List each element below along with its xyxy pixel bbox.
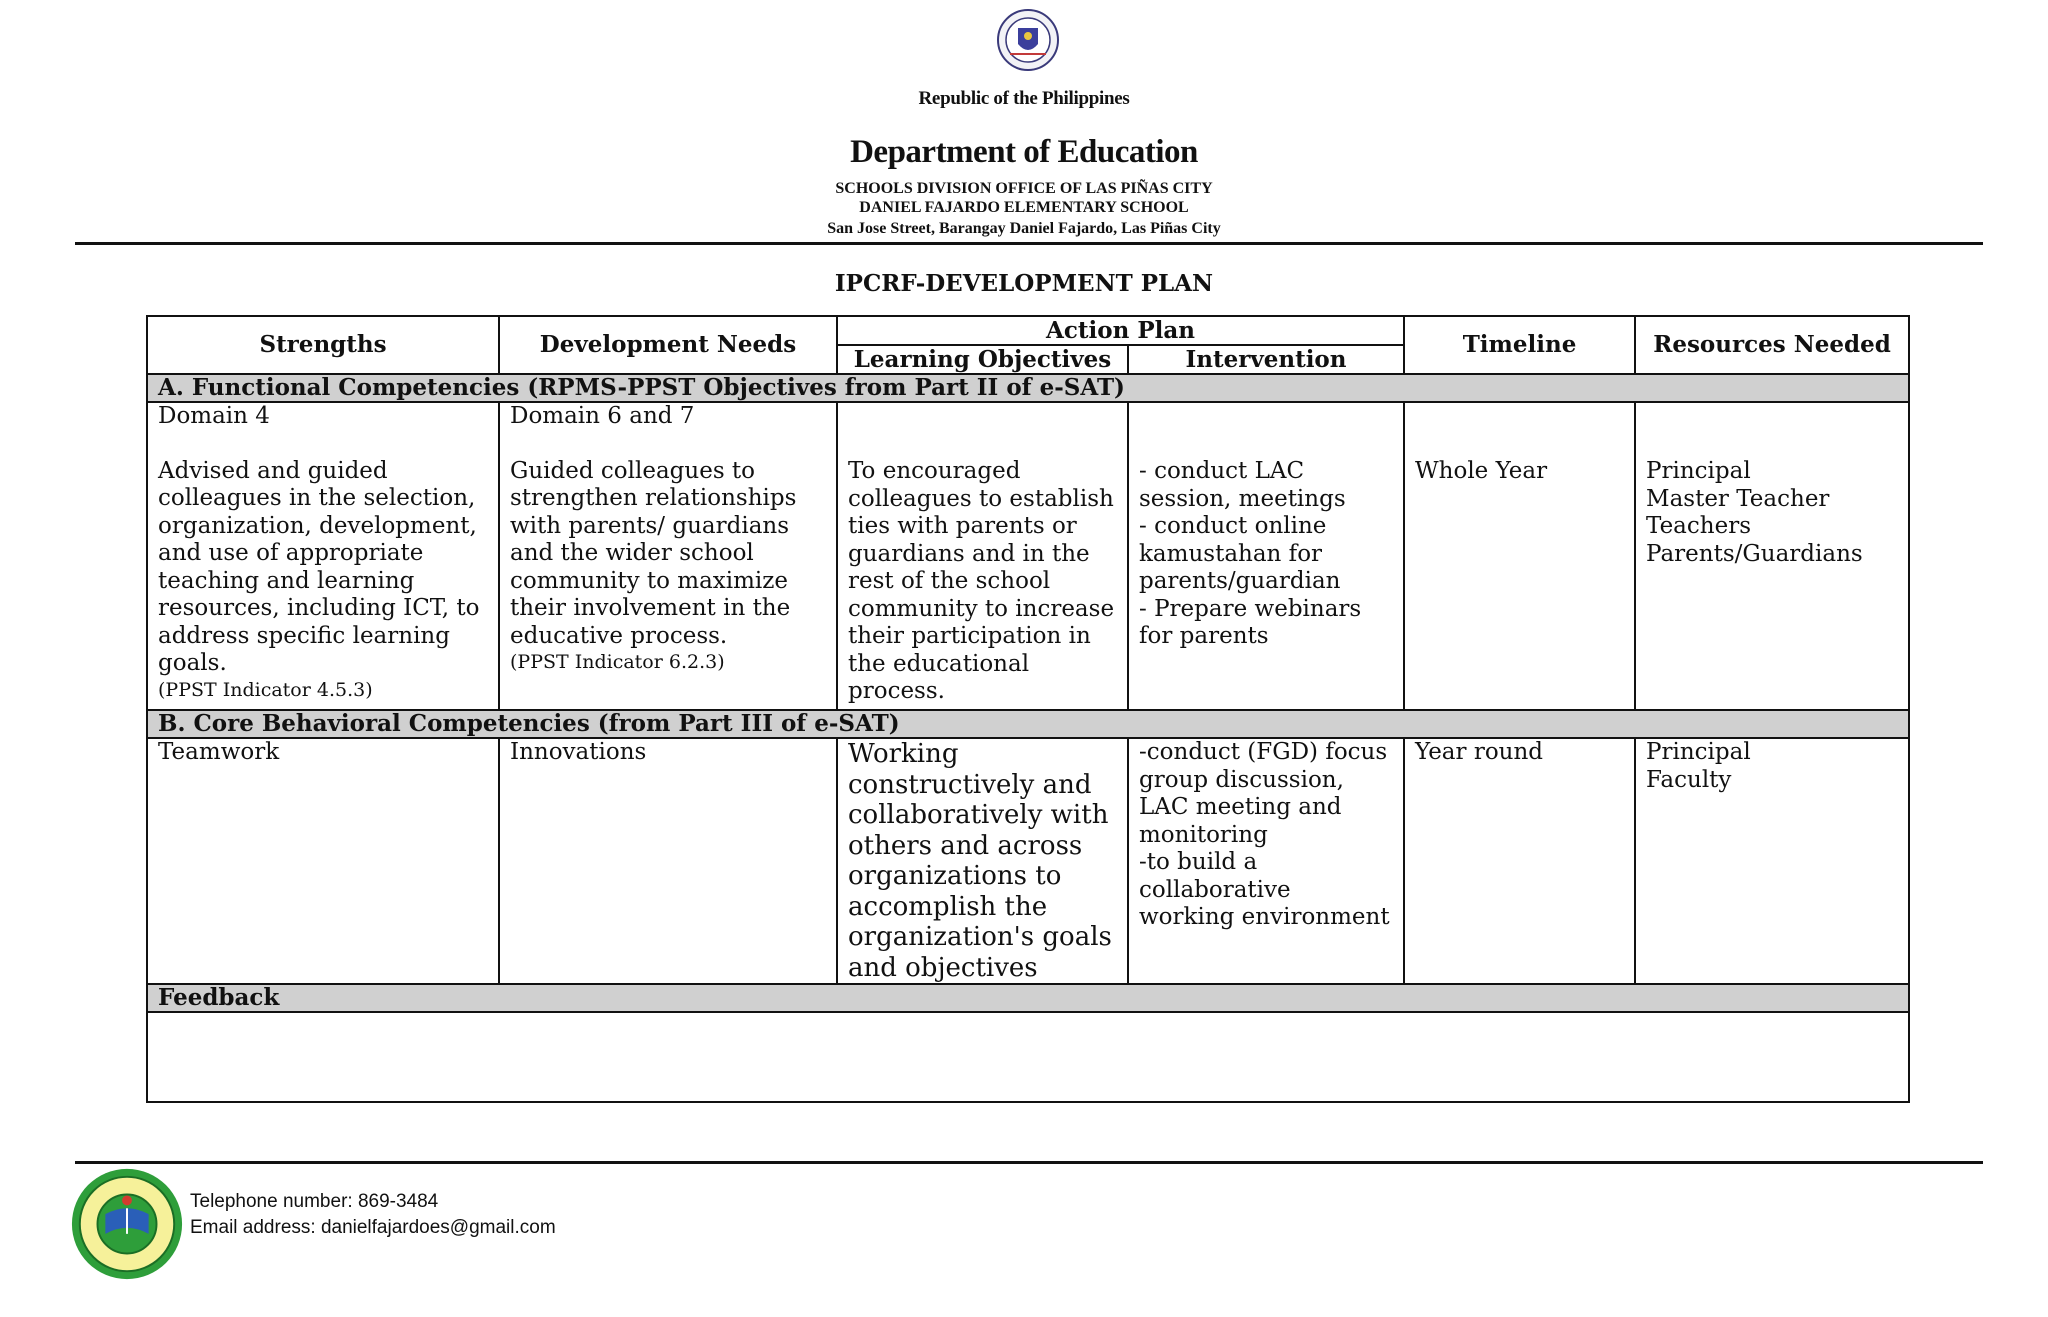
document-title: IPCRF-DEVELOPMENT PLAN bbox=[834, 270, 1214, 297]
strengths-indicator: (PPST Indicator 4.5.3) bbox=[158, 678, 373, 701]
division-text: SCHOOLS DIVISION OFFICE OF LAS PIÑAS CITY bbox=[835, 180, 1213, 197]
section-b-resources-cell bbox=[1635, 738, 1909, 984]
header-intervention: Intervention bbox=[1128, 345, 1404, 374]
section-a-resources-cell bbox=[1635, 402, 1909, 710]
section-b-strengths-cell: Teamwork bbox=[147, 738, 499, 984]
telephone-text: Telephone number: 869-3484 bbox=[190, 1191, 439, 1212]
feedback-title: Feedback bbox=[147, 984, 1909, 1012]
republic-text: Republic of the Philippines bbox=[918, 88, 1130, 109]
strengths-domain: Domain 4 bbox=[158, 403, 270, 429]
deped-seal-icon bbox=[996, 8, 1060, 72]
header-timeline: Timeline bbox=[1404, 316, 1635, 374]
section-b-intervention-cell bbox=[1128, 738, 1404, 984]
section-b-resources-text: Principal Faculty bbox=[1646, 739, 1751, 793]
department-title: Department of Education bbox=[850, 134, 1198, 170]
section-a-title: A. Functional Competencies (RPMS-PPST Objectives from Part II of e-SAT) bbox=[147, 374, 1909, 402]
header-action-plan: Action Plan bbox=[837, 316, 1404, 345]
timeline-text: Whole Year bbox=[1415, 458, 1548, 484]
section-b-timeline-cell: Year round bbox=[1404, 738, 1635, 984]
section-a-intervention-cell bbox=[1128, 402, 1404, 710]
resources-text: Principal Master Teacher Teachers Parents/Guardians bbox=[1646, 458, 1863, 567]
header-learning-objectives: Learning Objectives bbox=[837, 345, 1128, 374]
section-b-objectives-cell: Working constructively and collaboratively with others and across organizations to accomplish the organization's goals and objectives bbox=[837, 738, 1128, 984]
email-text: Email address: danielfajardoes@gmail.com bbox=[190, 1217, 556, 1238]
school-name: DANIEL FAJARDO ELEMENTARY SCHOOL bbox=[859, 199, 1189, 216]
section-b-title: B. Core Behavioral Competencies (from Part III of e-SAT) bbox=[147, 710, 1909, 738]
footer-divider bbox=[75, 1161, 1983, 1164]
needs-indicator: (PPST Indicator 6.2.3) bbox=[510, 651, 725, 673]
section-b-intervention-text: -conduct (FGD) focus group discussion, LAC meeting and monitoring -to build a collaborative working environment bbox=[1139, 739, 1390, 930]
section-b-needs-cell: Innovations bbox=[499, 738, 837, 984]
school-address: San Jose Street, Barangay Daniel Fajardo, Las Piñas City bbox=[827, 220, 1221, 237]
header-divider bbox=[75, 242, 1983, 245]
section-a-needs-cell bbox=[499, 402, 837, 710]
feedback-body bbox=[147, 1012, 1909, 1102]
header-resources-needed: Resources Needed bbox=[1635, 316, 1909, 374]
header-strengths: Strengths bbox=[147, 316, 499, 374]
objectives-text: To encouraged colleagues to establish ties with parents or guardians and in the rest of the school community to increase their participation in the educational process. bbox=[848, 458, 1115, 704]
strengths-text: Advised and guided colleagues in the selection, organization, development, and use of appropriate teaching and learning resources, including ICT, to address specific learning goals. bbox=[158, 457, 480, 676]
section-a-timeline-cell bbox=[1404, 402, 1635, 710]
needs-text: Guided colleagues to strengthen relationships with parents/ guardians and the wider school community to maximize their involvement in the educative process. bbox=[510, 457, 797, 649]
needs-domain: Domain 6 and 7 bbox=[510, 403, 695, 429]
development-plan-table bbox=[146, 315, 1910, 1103]
school-logo-icon bbox=[68, 1165, 186, 1283]
section-a-objectives-cell bbox=[837, 402, 1128, 710]
section-a-strengths-cell bbox=[147, 402, 499, 710]
intervention-text: - conduct LAC session, meetings - conduct online kamustahan for parents/guardian - Prepare webinars for parents bbox=[1139, 458, 1362, 649]
header-development-needs: Development Needs bbox=[499, 316, 837, 374]
